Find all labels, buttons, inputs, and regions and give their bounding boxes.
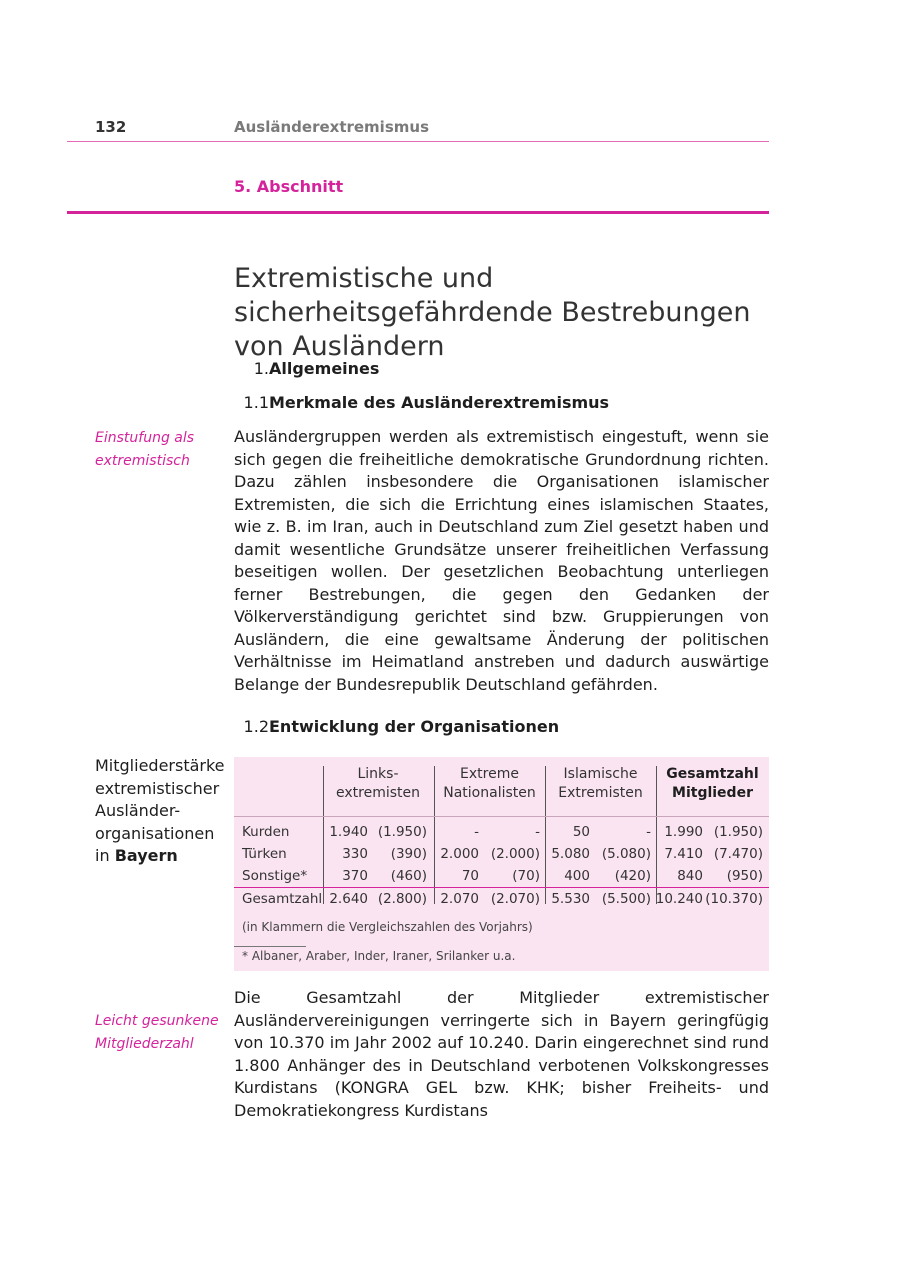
chapter-title: Extremistische und sicherheitsgefährdende Bestrebungen von Ausländern	[234, 263, 751, 362]
row-label: Gesamtzahl	[242, 891, 323, 907]
running-title: Ausländerextremismus	[234, 118, 429, 136]
heading-1-2	[234, 717, 559, 736]
cell: (5.500)	[601, 891, 651, 907]
row-label: Türken	[242, 846, 287, 862]
table-row	[234, 846, 769, 868]
cell: (10.370)	[705, 891, 763, 907]
heading-1	[234, 359, 379, 378]
table-row	[234, 868, 769, 890]
paragraph-features: Ausländergruppen werden als extremistisch eingestuft, wenn sie sich gegen die freiheitliche demokratische Grundordnung richten. Dazu zählen insbesondere die Organisationen islamischer Extremisten, die sich die Errichtung eines islamischen Staates, wie z. B. im Iran, auch in Deutschland zum Ziel gesetzt haben und damit wesentliche Grundsätze unserer freiheitlichen Verfassung beseitigen wollen. Der gesetzlichen Beobachtung unterliegen ferner Bestrebungen, die gegen den Gedanken der Völkerverständigung gerichtet sind bzw. Gruppierungen von Ausländern, die eine gewaltsame Änderung der politischen Verhältnisse im Heimatland anstreben und dadurch auswärtige Belange der Bundesrepublik Deutschland gefährden.	[234, 427, 769, 694]
column-header-line1: Extreme	[460, 766, 519, 782]
cell: (420)	[614, 868, 651, 884]
table-row-total	[234, 891, 769, 913]
membership-table	[234, 757, 769, 971]
column-header-line1: Gesamtzahl	[666, 766, 759, 782]
cell: -	[535, 824, 540, 840]
heading-1-number: 1.	[253, 359, 269, 378]
margin-note-classification: Einstufung als extremistisch	[95, 430, 195, 469]
cell: 50	[572, 824, 590, 840]
section-label: 5. Abschnitt	[234, 177, 344, 196]
cell: (2.070)	[490, 891, 540, 907]
cell: (5.080)	[601, 846, 651, 862]
cell: -	[646, 824, 651, 840]
column-header-line1: Islamische	[563, 766, 638, 782]
cell: 840	[677, 868, 703, 884]
cell: 10.240	[655, 891, 703, 907]
paragraph-members: Die Gesamtzahl der Mitglieder extremistischer Ausländervereinigungen verringerte sich in Bayern geringfügig von 10.370 im Jahr 2002 auf 10.240. Darin eingerechnet sind rund 1.800 Anhänger des in Deutschland verbotenen Volkskongresses Kurdistans (KONGRA GEL bzw. KHK; bisher Freiheits- und Demokratiekongress Kurdistans	[234, 988, 769, 1120]
heading-1-1	[234, 393, 609, 412]
cell: 2.000	[440, 846, 479, 862]
table-row	[234, 824, 769, 846]
column-header-line2: Mitglieder	[672, 785, 753, 801]
cell: (1.950)	[377, 824, 427, 840]
cell: 5.080	[551, 846, 590, 862]
cell: 2.640	[329, 891, 368, 907]
table-caption-text: Mitgliederstärke extremistischer Ausländer- organisationen in	[95, 756, 225, 865]
cell: (950)	[726, 868, 763, 884]
heading-1-1-text: Merkmale des Ausländerextremismus	[269, 393, 610, 412]
column-header-line2: Extremisten	[558, 785, 643, 801]
header-divider	[67, 141, 769, 142]
row-label: Kurden	[242, 824, 290, 840]
cell: 400	[564, 868, 590, 884]
column-header-left-extremists	[323, 765, 433, 803]
cell: (460)	[390, 868, 427, 884]
column-header-nationalists	[434, 765, 545, 803]
heading-1-1-number: 1.1	[243, 393, 269, 412]
table-caption-bold: Bayern	[114, 846, 178, 865]
cell: 7.410	[664, 846, 703, 862]
column-header-total	[656, 765, 769, 803]
heading-1-text: Allgemeines	[269, 359, 380, 378]
cell: (1.950)	[713, 824, 763, 840]
cell: -	[474, 824, 479, 840]
cell: 370	[342, 868, 368, 884]
heading-1-2-text: Entwicklung der Organisationen	[269, 717, 560, 736]
row-label: Sonstige*	[242, 868, 308, 884]
cell: (390)	[390, 846, 427, 862]
margin-note-decline: Leicht gesunkene Mitgliederzahl	[95, 1013, 219, 1052]
heading-1-2-number: 1.2	[243, 717, 269, 736]
footnote-rule	[234, 946, 306, 947]
cell: 2.070	[440, 891, 479, 907]
header-rule	[234, 816, 769, 817]
table-caption	[95, 755, 230, 868]
column-header-line2: Nationalisten	[443, 785, 536, 801]
cell: 330	[342, 846, 368, 862]
cell: (70)	[512, 868, 540, 884]
cell: 1.990	[664, 824, 703, 840]
cell: 1.940	[329, 824, 368, 840]
column-header-line1: Links-	[357, 766, 399, 782]
cell: (7.470)	[713, 846, 763, 862]
column-header-line2: extremisten	[336, 785, 420, 801]
table-footnote: * Albaner, Araber, Inder, Iraner, Srilanker u.a.	[242, 949, 516, 963]
table-note: (in Klammern die Vergleichszahlen des Vorjahrs)	[242, 920, 533, 934]
column-header-islamists	[545, 765, 656, 803]
cell: (2.000)	[490, 846, 540, 862]
cell: 70	[461, 868, 479, 884]
page-number: 132	[95, 118, 127, 136]
cell: 5.530	[551, 891, 590, 907]
section-divider	[67, 211, 769, 214]
cell: (2.800)	[377, 891, 427, 907]
